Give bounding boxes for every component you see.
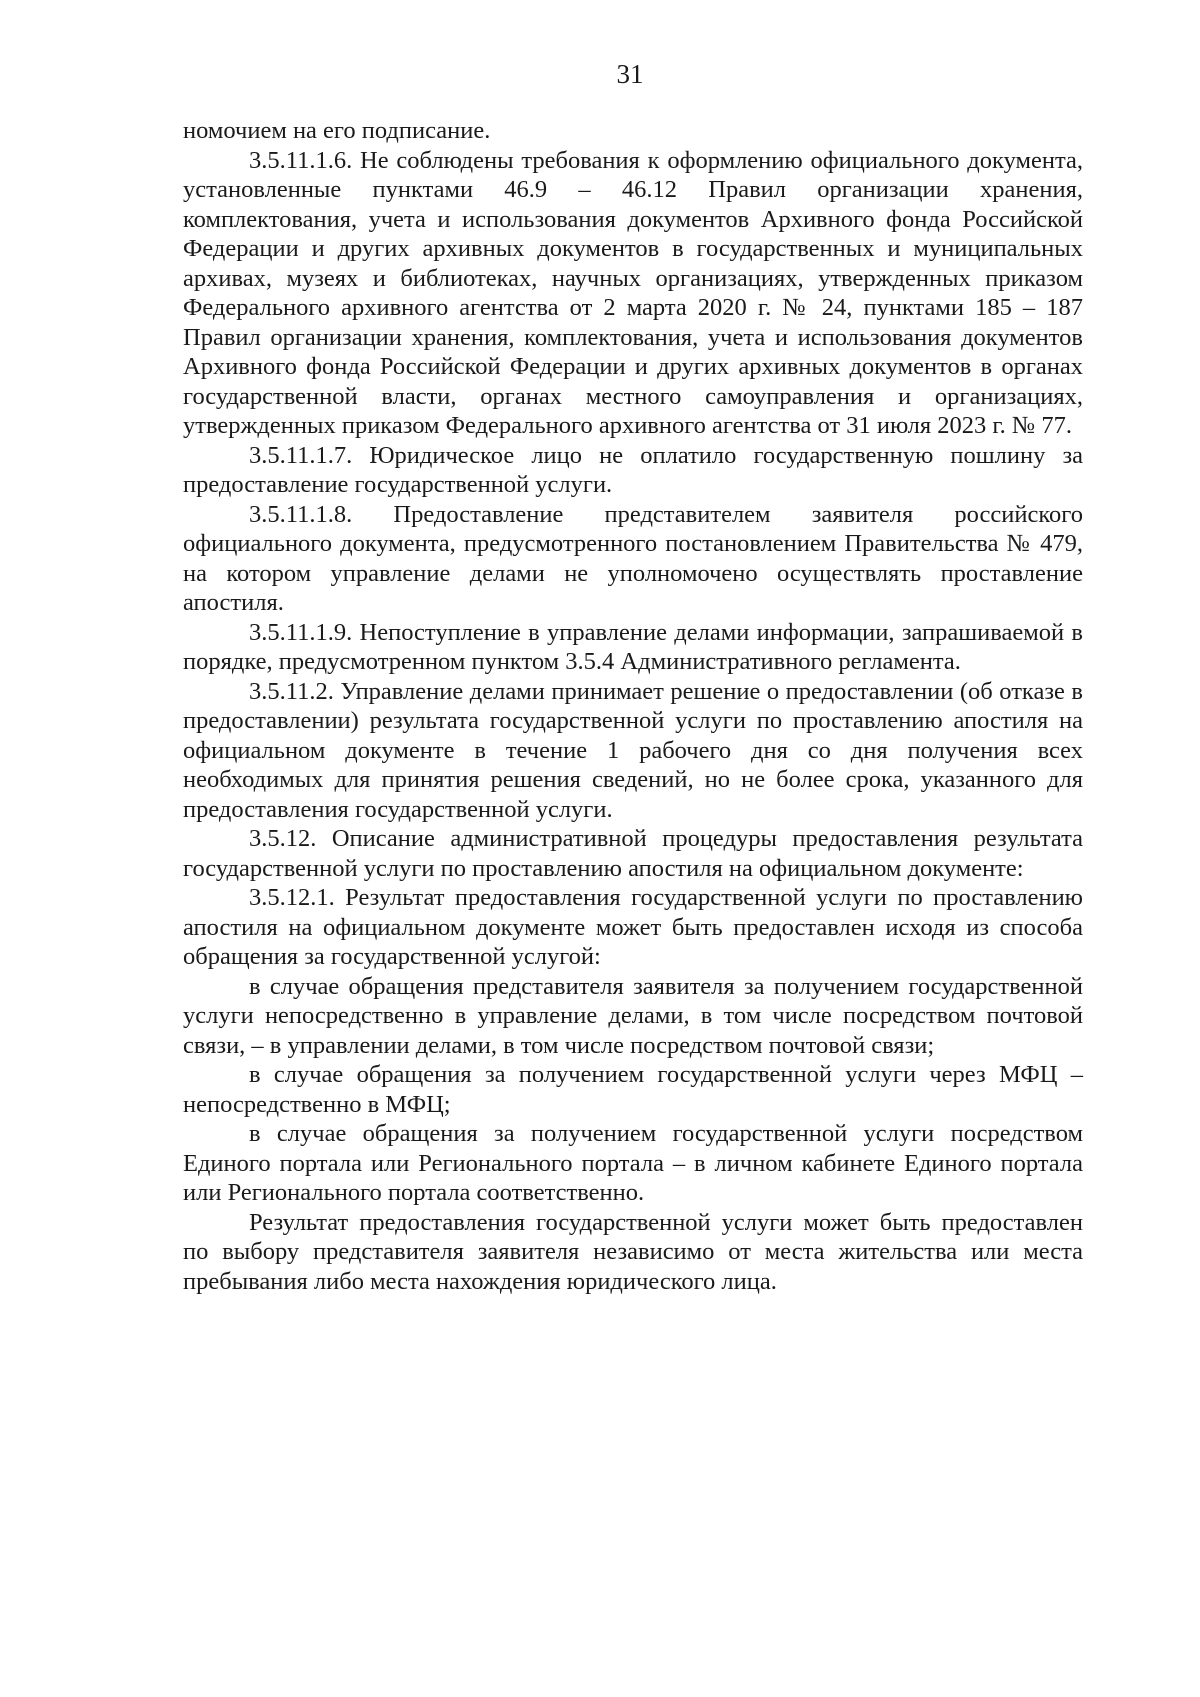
paragraph-3-5-11-1-8: 3.5.11.1.8. Предоставление представителем заявителя российского официального документа, предусмотренного постановлением Правительства № 479, на котором управление делами не уполномочено осуществлять проставление апостиля.: [183, 500, 1083, 616]
paragraph-case-portal: в случае обращения за получением государственной услуги посредством Единого портала или Регионального портала – в личном кабинете Единого портала или Регионального портала соответственно.: [183, 1120, 1083, 1206]
paragraph-3-5-11-1-9: 3.5.11.1.9. Непоступление в управление делами информации, запрашиваемой в порядке, предусмотренном пунктом 3.5.4 Административного регламента.: [183, 618, 1083, 675]
document-body: [183, 116, 1083, 1296]
paragraph-3-5-12: 3.5.12. Описание административной процедуры предоставления результата государственной услуги по проставлению апостиля на официальном документе:: [183, 825, 1083, 882]
paragraph-case-mfc: в случае обращения за получением государственной услуги через МФЦ – непосредственно в МФЦ;: [183, 1061, 1083, 1118]
paragraph-case-direct: в случае обращения представителя заявителя за получением государственной услуги непосредственно в управление делами, в том числе посредством почтовой связи, – в управлении делами, в том числе посредством почтовой связи;: [183, 972, 1083, 1059]
paragraph-continuation: номочием на его подписание.: [183, 117, 491, 144]
paragraph-result-choice: Результат предоставления государственной услуги может быть предоставлен по выбору представителя заявителя независимо от места жительства или места пребывания либо места нахождения юридического лица.: [183, 1208, 1083, 1295]
paragraph-3-5-12-1: 3.5.12.1. Результат предоставления государственной услуги по проставлению апостиля на официальном документе может быть предоставлен исходя из способа обращения за государственной услугой:: [183, 884, 1083, 970]
page-number: 31: [616, 59, 644, 89]
paragraph-3-5-11-1-7: 3.5.11.1.7. Юридическое лицо не оплатило государственную пошлину за предоставление государственной услуги.: [183, 441, 1083, 498]
paragraph-3-5-11-2: 3.5.11.2. Управление делами принимает решение о предоставлении (об отказе в предоставлении) результата государственной услуги по проставлению апостиля на официальном документе в течение 1 рабочего дня со дня получения всех необходимых для принятия решения сведений, но не более срока, указанного для предоставления государственной услуги.: [183, 677, 1083, 823]
paragraph-3-5-11-1-6: 3.5.11.1.6. Не соблюдены требования к оформлению официального документа, установленные пунктами 46.9 – 46.12 Правил организации хранения, комплектования, учета и использования документов Архивного фонда Российской Федерации и других архивных документов в государственных и муниципальных архивах, музеях и библиотеках, научных организациях, утвержденных приказом Федерального архивного агентства от 2 марта 2020 г. № 24, пунктами 185 – 187 Правил организации хранения, комплектования, учета и использования документов Архивного фонда Российской Федерации и других архивных документов в органах государственной власти, органах местного самоуправления и организациях, утвержденных приказом Федерального архивного агентства от 31 июля 2023 г. № 77.: [183, 146, 1083, 439]
